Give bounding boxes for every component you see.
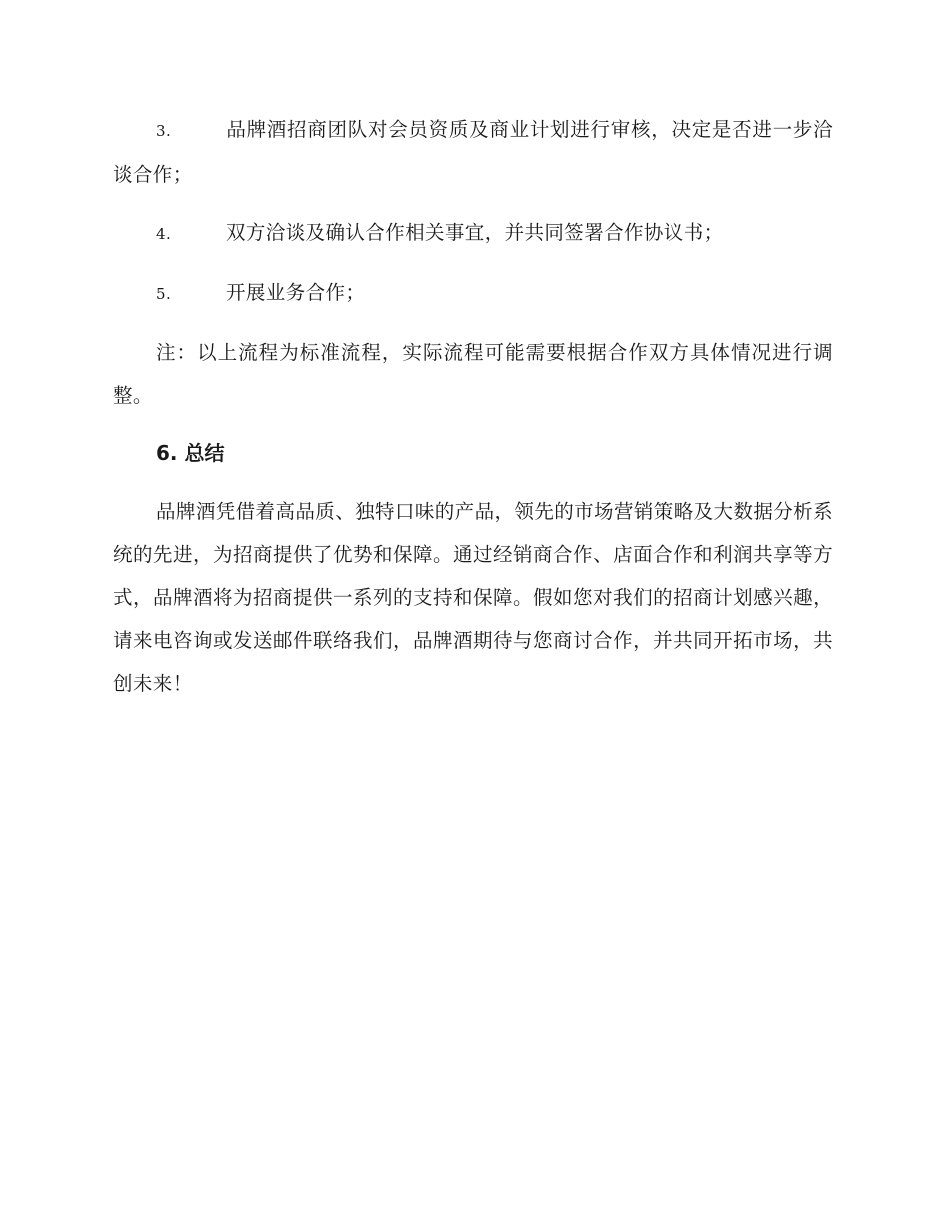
step-number: 4.: [156, 225, 172, 243]
process-step-5: [113, 271, 833, 316]
section-heading: 6. 总结: [156, 441, 225, 465]
document-body: [113, 108, 833, 720]
step-text: 品牌酒招商团队对会员资质及商业计划进行审核，决定是否进一步洽谈合作；: [113, 118, 833, 186]
step-text: 双方洽谈及确认合作相关事宜，并共同签署合作协议书；: [226, 221, 724, 244]
step-text: 开展业务合作；: [226, 281, 366, 304]
process-note: 注：以上流程为标准流程，实际流程可能需要根据合作双方具体情况进行调整。: [113, 341, 833, 407]
summary-paragraph: 品牌酒凭借着高品质、独特口味的产品，领先的市场营销策略及大数据分析系统的先进，为招商提供了优势和保障。通过经销商合作、店面合作和利润共享等方式，品牌酒将为招商提供一系列的支持和保障。假如您对我们的招商计划感兴趣，请来电咨询或发送邮件联络我们，品牌酒期待与您商讨合作，并共同开拓市场，共创未来！: [113, 500, 833, 695]
process-step-3: [113, 108, 833, 196]
step-number: 5.: [156, 285, 172, 303]
process-step-4: [113, 211, 833, 256]
step-number: 3.: [156, 122, 172, 140]
